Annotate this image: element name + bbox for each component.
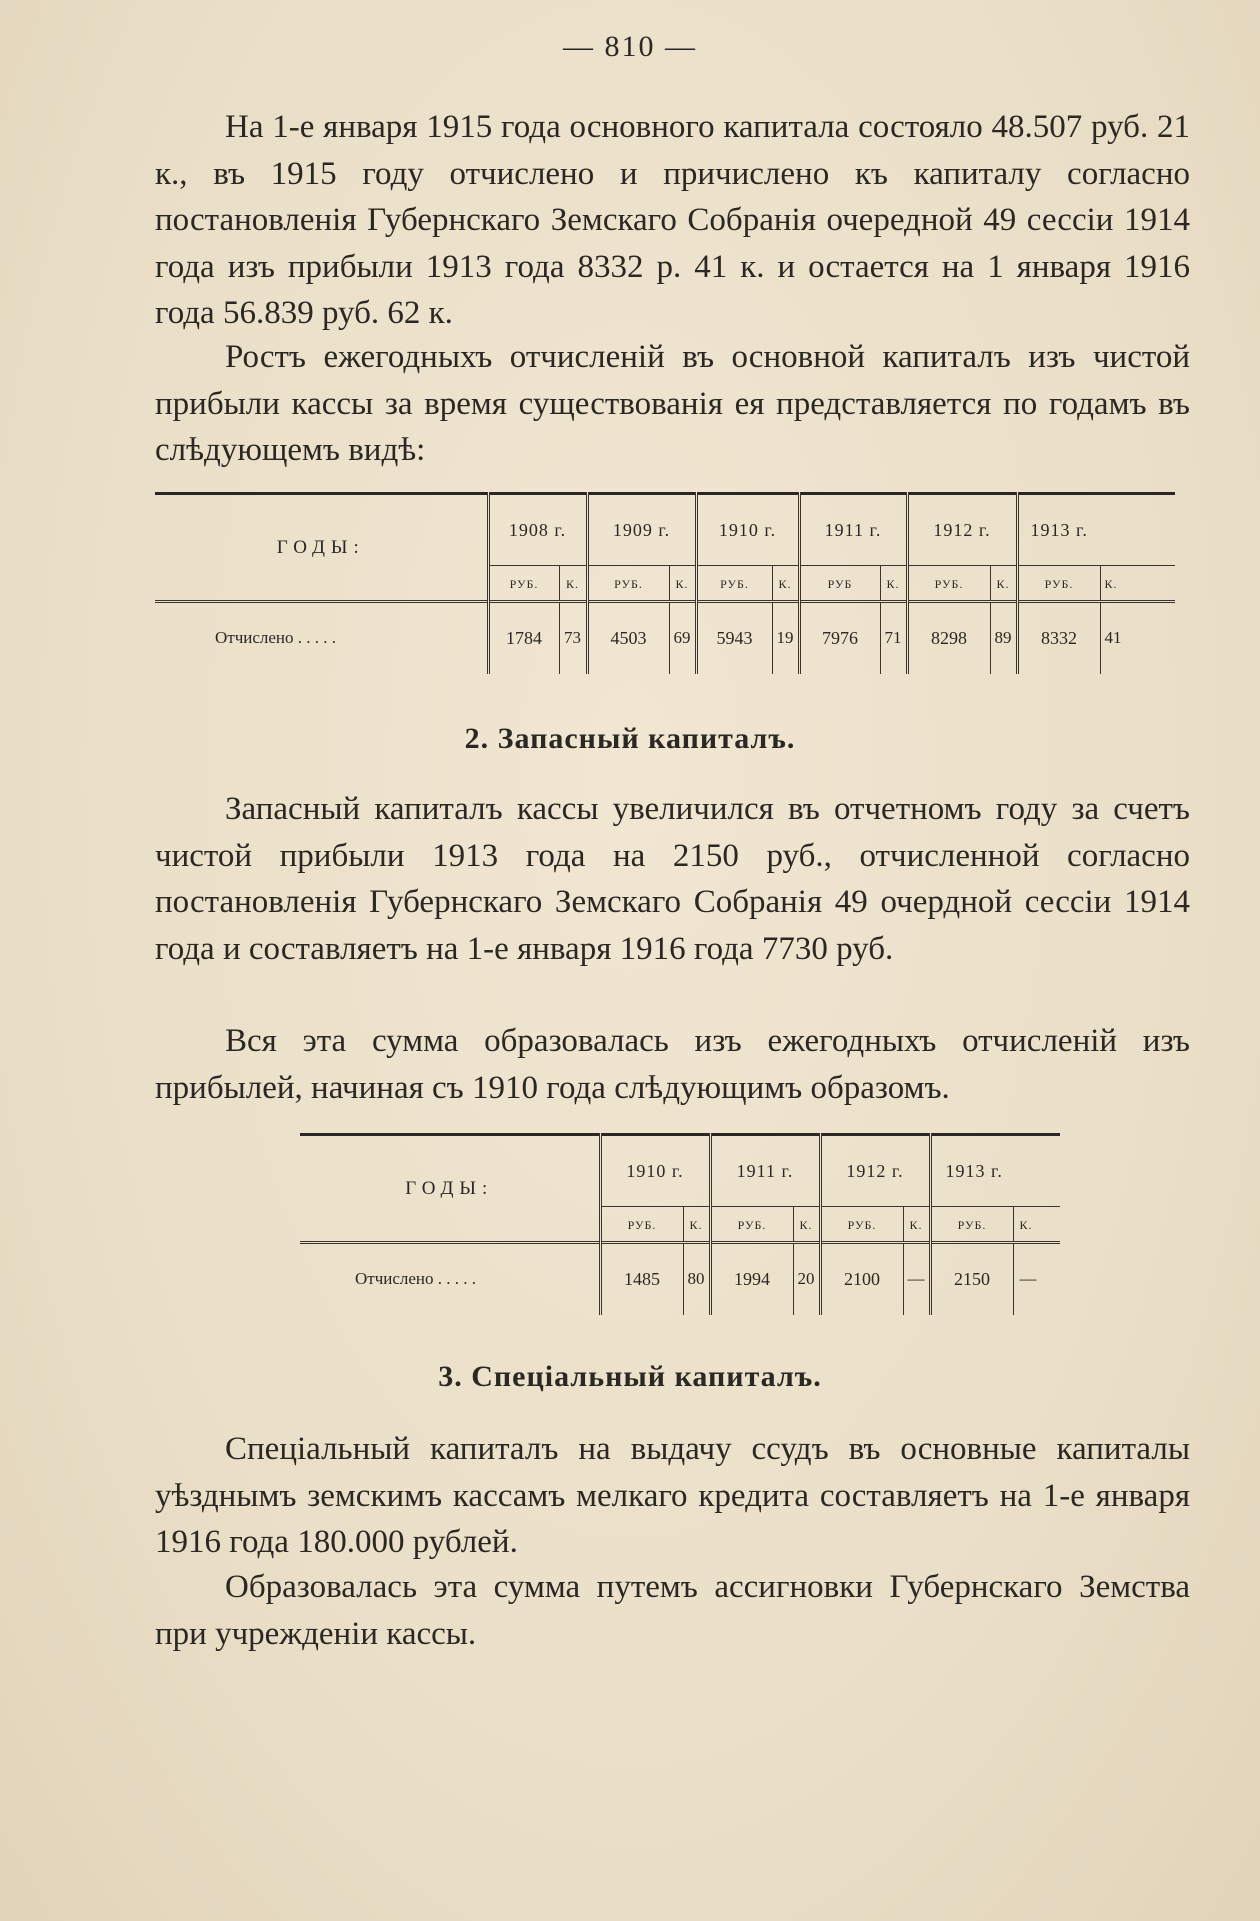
table-year-header: 1911 г. [824,519,882,540]
table-cell-kopecks: 69 [673,628,691,648]
heading-special-capital: 3. Спеціальный капиталъ. [438,1360,822,1393]
table-unit-rub: РУБ. [737,1218,767,1232]
table-unit-kop: К. [996,577,1010,591]
table-cell-kopecks: — [907,1269,925,1289]
table-unit-rub: РУБ. [957,1218,987,1232]
table-cell-rubles: 5943 [716,627,753,648]
table-cell-rubles: 1784 [506,627,542,648]
table-year-header: 1913 г. [945,1160,1003,1181]
table-year-header: 1910 г. [626,1160,684,1181]
table-cell-kopecks: 80 [687,1269,705,1289]
paragraph-growth-intro: Ростъ ежегодныхъ отчисленій въ основной капиталъ изъ чистой прибыли кассы за время существованія ея представляется по годамъ въ слѣдующемъ видѣ: [155,339,1190,468]
table-cell-kopecks: — [1019,1269,1037,1289]
page-number: — 810 — [563,30,697,63]
table-cell-rubles: 4503 [610,627,647,648]
table-label-years: ГОДЫ: [405,1177,494,1199]
table-unit-rub: РУБ. [1044,577,1074,591]
table-unit-rub: РУБ. [847,1218,877,1232]
table-reserve-capital-allocations [300,1133,1060,1315]
table-unit-kop: К. [1104,577,1118,591]
table-cell-rubles: 8332 [1041,627,1077,648]
table-cell-kopecks: 71 [884,628,902,648]
table-unit-kop: К. [675,577,689,591]
table-cell-rubles: 2100 [844,1268,880,1289]
paragraph-reserve-origin: Вся эта сумма образовалась изъ ежегодныхъ отчисленій изъ прибылей, начиная съ 1910 года слѣдующимъ образомъ. [155,1023,1190,1106]
table-unit-kop: К. [1019,1218,1033,1232]
table-basic-capital-allocations [155,492,1175,674]
table-year-header: 1908 г. [508,519,567,540]
paragraph-special-origin: Образовалась эта сумма путемъ ассигновки Губернскаго Земства при учрежденіи кассы. [155,1569,1190,1652]
table-unit-rub: РУБ. [627,1218,657,1232]
table-row-label: Отчислено . . . . . [215,628,337,648]
table-unit-rub: РУБ [827,577,853,591]
table-cell-kopecks: 41 [1104,628,1122,648]
table-unit-rub: РУБ. [720,577,749,591]
table-year-header: 1912 г. [846,1160,904,1181]
table-cell-kopecks: 19 [776,628,794,648]
table-unit-rub: РУБ. [934,577,964,591]
table-unit-kop: К. [778,577,792,591]
table-unit-kop: К. [909,1218,923,1232]
table-unit-rub: РУБ. [509,577,539,591]
table-cell-kopecks: 89 [994,628,1012,648]
table-cell-rubles: 1485 [624,1268,660,1289]
table-unit-kop: К. [799,1218,813,1232]
table-year-header: 1913 г. [1030,519,1088,540]
table-cell-rubles: 7976 [822,627,858,648]
table-row-label: Отчислено . . . . . [355,1269,477,1289]
table-cell-kopecks: 20 [797,1269,815,1289]
table-cell-rubles: 8298 [931,627,967,648]
paragraph-basic-capital: На 1-е января 1915 года основного капитала состояло 48.507 руб. 21 к., въ 1915 году отчислено и причислено къ капиталу согласно постановленія Губернскаго Земскаго Собранія очередной 49 сессіи 1914 года изъ прибыли 1913 года 8332 р. 41 к. и остается на 1 января 1916 года 56.839 руб. 62 к. [155,109,1190,331]
table-year-header: 1909 г. [612,519,671,540]
paragraph-reserve-capital: Запасный капиталъ кассы увеличился въ отчетномъ году за счетъ чистой прибыли 1913 года на 2150 руб., отчисленной согласно постановленія Губернскаго Земскаго Собранія 49 очердной сессіи 1914 года и составляетъ на 1-е января 1916 года 7730 руб. [155,791,1190,967]
table-year-header: 1912 г. [933,519,991,540]
table-cell-kopecks: 73 [564,628,581,648]
table-year-header: 1910 г. [718,519,777,540]
table-unit-kop: К. [565,577,579,591]
table-unit-rub: РУБ. [614,577,643,591]
table-unit-kop: К. [689,1218,703,1232]
table-year-header: 1911 г. [736,1160,794,1181]
table-label-years: ГОДЫ: [276,536,365,558]
heading-reserve-capital: 2. Запасный капиталъ. [464,722,796,755]
table-cell-rubles: 1994 [734,1268,770,1289]
paragraph-special-capital: Спеціальный капиталъ на выдачу ссудъ въ основные капиталы уѣзднымъ земскимъ кассамъ мелкаго кредита составляетъ на 1-е января 1916 года 180.000 рублей. [155,1431,1190,1560]
table-cell-rubles: 2150 [954,1268,990,1289]
table-unit-kop: К. [886,577,900,591]
